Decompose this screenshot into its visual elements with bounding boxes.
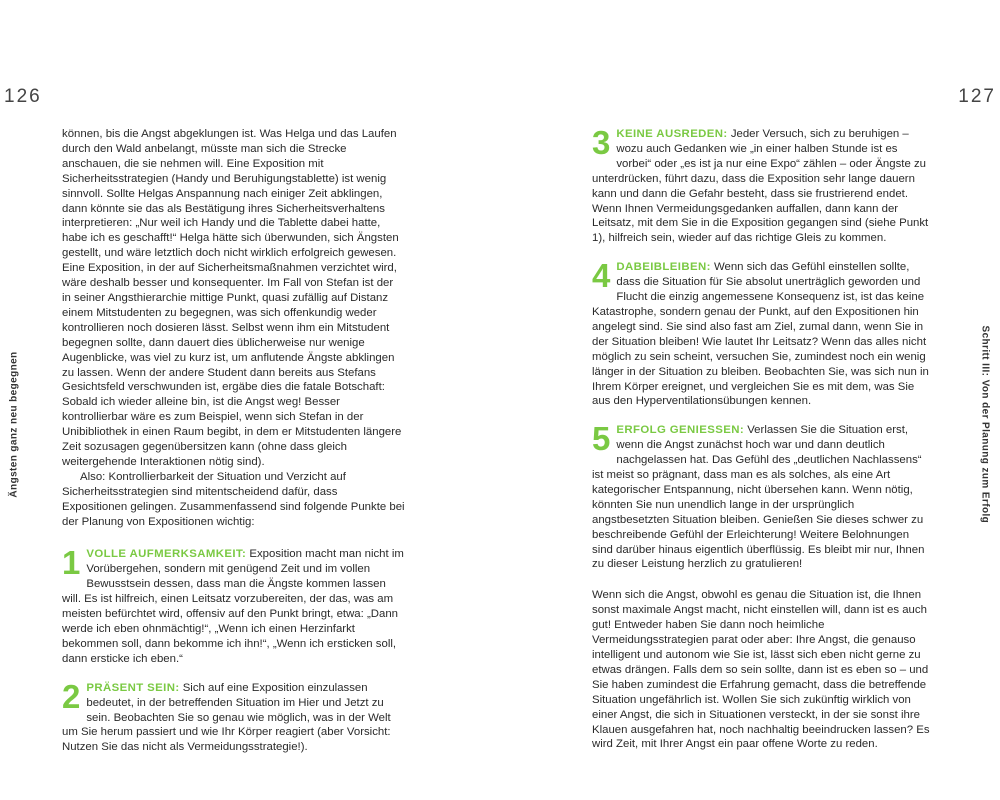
item-heading: DABEIBLEIBEN: xyxy=(616,261,711,274)
list-item-3 xyxy=(592,124,932,246)
right-column xyxy=(592,124,932,752)
page-number-left: 126 xyxy=(4,86,42,107)
item-heading: ERFOLG GENIESSEN: xyxy=(616,424,745,437)
item-number: 2 xyxy=(62,677,81,715)
page-number-right: 127 xyxy=(958,86,996,107)
paragraph: können, bis die Angst abgeklungen ist. Was Helga und das Laufen durch den Wald anbelangt, müsste man sich die Strecke anschauen, die sie nehmen will. Eine Exposition mit Sicherheitsstrategien (Handy und Beruhigungstablette) ist wenig sinnvoll. Sollte Helgas Anspannung nach einiger Zeit abklingen, dann könnte sie das als Bestätigung ihres Sicherheitsverhaltens interpretieren: „Nur weil ich Handy und die Tablette dabei hatte, habe ich es geschafft!“ Helga hätte sich überwunden, sich Ängsten gestellt, und wäre letztlich doch nicht wirklich erfolgreich gewesen. Eine Exposition, in der auf Sicherheitsmaßnahmen verzichtet wird, wäre deshalb besser und konsequenter. Im Fall von Stefan ist der in seiner Angsthierarchie mittige Punkt, quasi zufällig auf Distanz einem Mitstudenten zu begegnen, was sich offenkundig weder kontrollieren noch dosieren lässt. Selbst wenn ihm ein Mitstudent begegnen sollte, dann dauert dies üblicherweise nur wenige Augenblicke, was viel zu kurz ist, um anflutende Ängste abklingen zu lassen. Wenn der andere Student dann bereits aus Stefans Gesichtsfeld verschwunden ist, ergäbe dies die fatale Botschaft: Sobald ich wieder alleine bin, ist die Angst weg! Besser kontrollierbar wäre es zum Beispiel, wenn sich Stefan in der Unibibliothek in einen Raum begibt, in dem er Mitstudenten längere Zeit sozusagen gegenübersitzen kann (ohne dass gleich weitergehende Interaktionen nötig sind). xyxy=(62,128,402,468)
item-number: 1 xyxy=(62,544,81,582)
list-item-5 xyxy=(592,420,932,572)
item-heading: KEINE AUSREDEN: xyxy=(616,128,728,140)
item-number: 3 xyxy=(592,124,611,161)
closing-paragraph: Wenn sich die Angst, obwohl es genau die Situation ist, die Ihnen sonst maximale Angst macht, nicht einstellen will, dann ist es auch gut! Entweder haben Sie dann noch heimliche Vermeidungsstrategien parat oder aber: Ihre Angst, die genauso intelligent und autonom wie Sie ist, lässt sich eben nicht gerne zu etwas drängen. Falls dem so sein sollte, dann ist es eben so – und Sie haben zumindest die Erfahrung gemacht, dass die betreffende Situation ungefährlich ist. Wollen Sie sich zukünftig wirklich von einer Angst, die sich in Situationen versteckt, in der sie sonst ihre Klauen ausgefahren hat, noch nachhaltig beeindrucken lassen? Es wird Zeit, mit Ihrer Angst ein paar offene Worte zu reden. xyxy=(592,589,930,751)
item-heading: VOLLE AUFMERKSAMKEIT: xyxy=(86,548,247,561)
list-item-1 xyxy=(62,544,405,666)
item-text: Verlassen Sie die Situation erst, wenn die Angst zunächst hoch war und dann deutlich nachgelassen hat. Das Gefühl des „deutlichen Nachlassens“ ist meist so prägnant, dass man es als solches, als eine Art kategorischer Entspannung, nicht übersehen kann. Wenn nötig, könnten Sie nun unendlich lange in der ursprünglich angstbesetzten Situation bleiben. Genießen Sie dieses schwer zu beschreibende Gefühl der Erleichterung! Weitere Belohnungen sind darüber hinaus eigentlich überflüssig. Es bleibt mir nur, Ihnen zu dieser Leistung herzlich zu gratulieren! xyxy=(592,424,925,571)
item-number: 5 xyxy=(592,420,611,458)
list-item-2 xyxy=(62,677,405,756)
side-label-left: Ängsten ganz neu begegnen xyxy=(8,351,20,498)
left-column xyxy=(62,127,405,755)
list-item-4 xyxy=(592,257,932,409)
side-label-right: Schritt III: Von der Planung zum Erfolg xyxy=(979,325,991,524)
item-text: Sich auf eine Exposition einzulassen bedeutet, in der betreffenden Situation im Hier und Jetzt zu sein. Beobachten Sie so genau wie möglich, was in der Welt um Sie herum passiert und wie Ihr Körper reagiert (aber Vorsicht: Nutzen Sie das nicht als Vermeidungsstrategie!). xyxy=(62,681,391,754)
paragraph: Also: Kontrollierbarkeit der Situation und Verzicht auf Sicherheitsstrategien sind mitentscheidend dafür, dass Expositionen gelingen. Zusammenfassend sind folgende Punkte bei der Planung von Expositionen wichtig: xyxy=(62,470,405,528)
item-text: Exposition macht man nicht im Vorübergehen, sondern mit genügend Zeit und im vollen Bewusstsein dessen, dass man die Ängste kommen lassen will. Es ist hilfreich, einen Leitsatz vorzubereiten, der das, was am meisten befürchtet wird, offensiv auf den Punkt bringt, etwa: „Dann werde ich eben ohnmächtig!“, „Wenn ich einen Herzinfarkt bekommen soll, dann bekomme ich ihn!“, „Wenn ich ersticken soll, dann ersticke ich eben.“ xyxy=(62,548,404,665)
item-heading: PRÄSENT SEIN: xyxy=(86,681,180,694)
item-text: Wenn sich das Gefühl einstellen sollte, dass die Situation für Sie absolut unerträglich geworden und Flucht die einzig angemessene Konsequenz ist, ist das keine Katastrophe, sondern genau der Punkt, auf den Expositionen hin angelegt sind. Sie sind also fast am Ziel, zumal dann, wenn Sie in der Situation bleiben! Wie lautet Ihr Leitsatz? Wenn das alles nicht möglich zu sein scheint, versuchen Sie, zumindest noch ein wenig länger in der Situation zu bleiben. Beobachten Sie, was sich nun in Ihrem Körper ereignet, und vergleichen Sie es mit dem, was Sie aus den Hyperventilationsübungen kennen. xyxy=(592,261,929,408)
item-text: Jeder Versuch, sich zu beruhigen – wozu auch Gedanken wie „in einer halben Stunde ist es vorbei“ oder „es ist ja nur eine Expo“ zählen – oder Ängste zu unterdrücken, führt dazu, dass die Exposition sehr lange dauern kann und dann die Gefahr besteht, dass sie frustrierend endet. Wenn Ihnen Vermeidungsgedanken auffallen, dann kann der Leitsatz, mit dem Sie in die Exposition gegangen sind (siehe Punkt 1), hilfreich sein, wieder auf das richtige Gleis zu kommen. xyxy=(592,128,929,245)
item-number: 4 xyxy=(592,257,611,295)
